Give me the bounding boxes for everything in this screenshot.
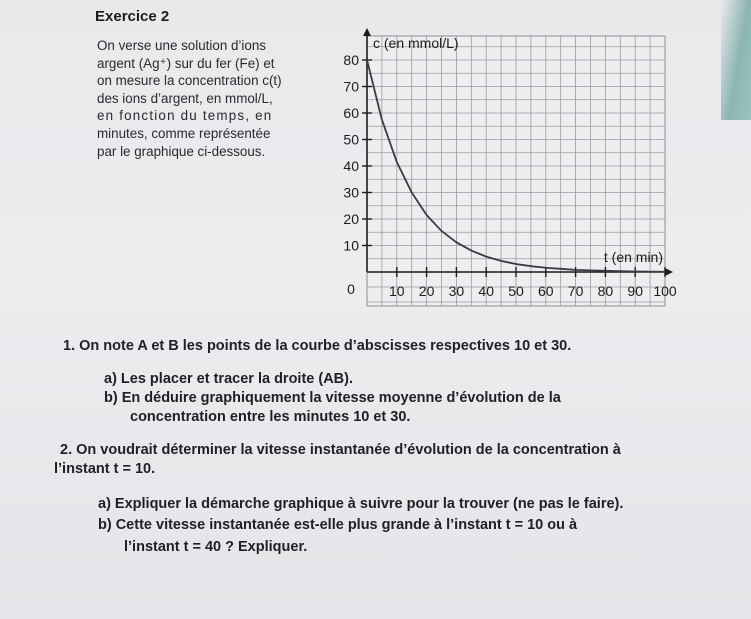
- y-axis-arrow: [363, 28, 371, 36]
- question-2b: b) Cette vitesse instantanée est-elle plus grande à l’instant t = 10 ou à: [98, 517, 578, 533]
- question-2: 2. On voudrait déterminer la vitesse instantanée d’évolution de la concentration à: [60, 442, 621, 458]
- x-tick-label: 50: [508, 283, 524, 299]
- exercise-title: Exercice 2: [95, 8, 170, 25]
- intro-line: on mesure la concentration c(t): [97, 73, 282, 89]
- y-tick-label: 30: [343, 184, 359, 201]
- origin-label: 0: [347, 281, 355, 297]
- y-tick-label: 80: [343, 52, 359, 68]
- x-tick-label: 70: [567, 283, 584, 299]
- intro-line: minutes, comme représentée: [97, 125, 271, 141]
- x-axis-arrow: [665, 268, 673, 276]
- question-1: 1. On note A et B les points de la courbe d’abscisses respectives 10 et 30.: [63, 338, 572, 354]
- y-tick-label: 10: [343, 237, 359, 254]
- question-2b-cont: l’instant t = 40 ? Expliquer.: [124, 539, 308, 555]
- y-tick-label: 20: [343, 211, 359, 227]
- y-axis-label: c (en mmol/L): [373, 35, 459, 51]
- x-tick-label: 40: [478, 283, 494, 299]
- question-1b: b) En déduire graphiquement la vitesse moyenne d’évolution de la: [104, 390, 561, 406]
- question-1a: a) Les placer et tracer la droite (AB).: [104, 371, 353, 387]
- question-1b-cont: concentration entre les minutes 10 et 30.: [130, 409, 411, 425]
- question-2-cont: l’instant t = 10.: [54, 461, 156, 477]
- x-tick-label: 80: [597, 283, 614, 299]
- y-tick-label: 60: [343, 105, 359, 121]
- y-tick-label: 50: [343, 131, 359, 148]
- y-tick-label: 40: [343, 158, 359, 174]
- question-2a: a) Expliquer la démarche graphique à suivre pour la trouver (ne pas le faire).: [98, 496, 624, 512]
- x-tick-label: 60: [538, 283, 554, 299]
- x-tick-label: 10: [389, 283, 405, 299]
- x-tick-label: 20: [418, 283, 435, 299]
- intro-line: en fonction du temps, en: [97, 108, 273, 124]
- intro-line: argent (Ag⁺) sur du fer (Fe) et: [97, 55, 275, 71]
- intro-line: par le graphique ci-dessous.: [97, 143, 266, 159]
- x-tick-label: 30: [448, 283, 465, 299]
- x-tick-label: 100: [653, 283, 677, 299]
- x-axis-label: t (en min): [603, 249, 663, 265]
- x-tick-label: 90: [627, 283, 643, 299]
- y-tick-label: 70: [343, 78, 359, 95]
- intro-line: des ions d’argent, en mmol/L,: [97, 90, 273, 106]
- intro-line: On verse une solution d’ions: [97, 38, 266, 53]
